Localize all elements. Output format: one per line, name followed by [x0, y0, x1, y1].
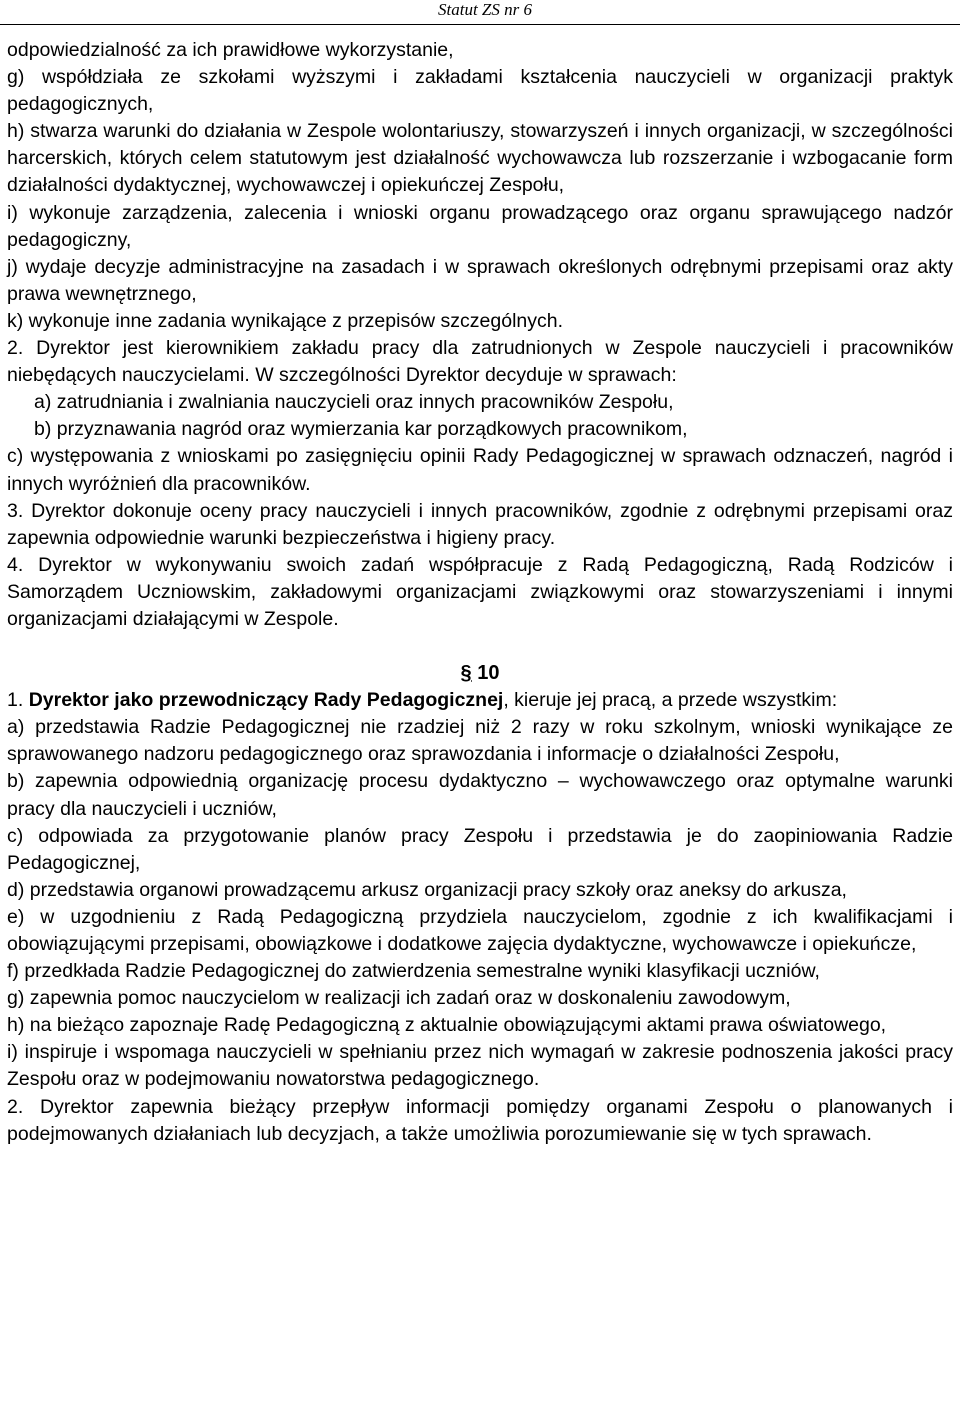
indented-item: b) przyznawania nagród oraz wymierzania kar porządkowych pracownikom, [34, 418, 688, 441]
paragraph: e) w uzgodnieniu z Radą Pedagogiczną przydziela nauczycielom, zgodnie z ich kwalifikacjami i obowiązującymi przepisami, obowiązkowe i dodatkowe zajęcia dydaktyczne, wychowawcze i opiekuńcze, [7, 905, 953, 955]
document-body [7, 37, 953, 1148]
page-header [0, 0, 960, 25]
paragraph: 4. Dyrektor w wykonywaniu swoich zadań współpracuje z Radą Pedagogiczną, Radą Rodziców i Samorządem Uczniowskim, zakładowymi organizacjami związkowymi oraz stowarzyszeniami i innymi organizacjami działającymi w Zespole. [7, 553, 953, 630]
item-number: 1. [7, 689, 29, 712]
paragraph: odpowiedzialność za ich prawidłowe wykorzystanie, [7, 39, 454, 61]
paragraph: 2. Dyrektor zapewnia bieżący przepływ informacji pomiędzy organami Zespołu o planowanych i podejmowanych działaniach lub decyzjach, a także umożliwia porozumiewanie się w tych sprawach. [7, 1095, 953, 1145]
section-symbol: § [460, 662, 472, 685]
paragraph: g) współdziała ze szkołami wyższymi i zakładami kształcenia nauczycieli w organizacji praktyk pedagogicznych, [7, 66, 953, 116]
paragraph: d) przedstawia organowi prowadzącemu arkusz organizacji pracy szkoły oraz aneksy do arkusza, [7, 878, 847, 901]
paragraph [7, 687, 953, 714]
paragraph: h) stwarza warunki do działania w Zespole wolontariuszy, stowarzyszeń i innych organizacji, w szczególności harcerskich, których celem statutowym jest działalność wychowawcza lub rozszerzanie i wzbogacanie form działalności dydaktycznej, wychowawczej i opiekuńczej Zespołu, [7, 120, 953, 197]
indented-item: a) zatrudniania i zwalniania nauczycieli oraz innych pracowników Zespołu, [34, 391, 674, 414]
paragraph: i) wykonuje zarządzenia, zalecenia i wnioski organu prowadzącego oraz organu sprawującego nadzór pedagogiczny, [7, 201, 953, 251]
paragraph: k) wykonuje inne zadania wynikające z przepisów szczególnych. [7, 309, 564, 332]
paragraph: c) występowania z wnioskami po zasięgnięciu opinii Rady Pedagogicznej w sprawach odznaczeń, nagród i innych wyróżnień dla pracowników. [7, 445, 953, 495]
paragraph: h) na bieżąco zapoznaje Radę Pedagogiczną z aktualnie obowiązującymi aktami prawa oświatowego, [7, 1014, 887, 1037]
header-title: Statut ZS nr 6 [438, 0, 532, 19]
paragraph: g) zapewnia pomoc nauczycielom w realizacji ich zadań oraz w doskonaleniu zawodowym, [7, 987, 791, 1010]
paragraph: 3. Dyrektor dokonuje oceny pracy nauczycieli i innych pracowników, zgodnie z odrębnymi przepisami oraz zapewnia odpowiednie warunki bezpieczeństwa i higieny pracy. [7, 499, 953, 549]
item-bold-text: Dyrektor jako przewodniczący Rady Pedagogicznej [28, 689, 504, 712]
paragraph: c) odpowiada za przygotowanie planów pracy Zespołu i przedstawia je do zaopiniowania Radzie Pedagogicznej, [7, 824, 953, 874]
paragraph: f) przedkłada Radzie Pedagogicznej do zatwierdzenia semestralne wyniki klasyfikacji uczniów, [7, 960, 820, 983]
section-number: 10 [471, 662, 500, 685]
paragraph: 2. Dyrektor jest kierownikiem zakładu pracy dla zatrudnionych w Zespole nauczycieli i pracowników niebędących nauczycielami. W szczególności Dyrektor decyduje w sprawach: [7, 337, 953, 387]
section-heading [7, 660, 953, 687]
paragraph: i) inspiruje i wspomaga nauczycieli w spełnianiu przez nich wymagań w zakresie podnoszenia jakości pracy Zespołu oraz w podejmowaniu nowatorstwa pedagogicznego. [7, 1041, 953, 1091]
item-text: , kieruje jej pracą, a przede wszystkim: [503, 689, 838, 712]
paragraph: b) zapewnia odpowiednią organizację procesu dydaktyczno – wychowawczego oraz optymalne warunki pracy dla nauczycieli i uczniów, [7, 770, 953, 820]
paragraph: j) wydaje decyzje administracyjne na zasadach i w sprawach określonych odrębnymi przepisami oraz akty prawa wewnętrznego, [7, 255, 953, 305]
paragraph: a) przedstawia Radzie Pedagogicznej nie rzadziej niż 2 razy w roku szkolnym, wnioski wynikające ze sprawowanego nadzoru pedagogicznego oraz sprawozdania i informacje o działalności Zespołu, [7, 716, 953, 766]
